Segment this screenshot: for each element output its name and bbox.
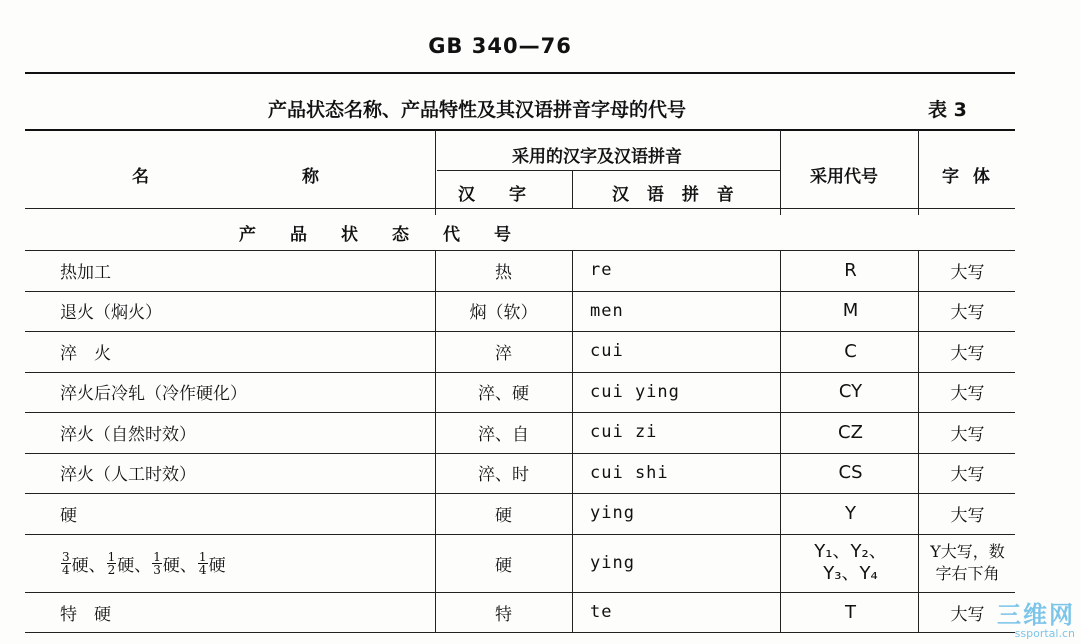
table-cell-code: CZ <box>838 421 863 443</box>
table-cell-name: 退火（焖火） <box>60 303 162 324</box>
table-title: 产品状态名称、产品特性及其汉语拼音字母的代号 <box>268 99 687 121</box>
table-cell-font: 大写 <box>950 343 985 364</box>
table-cell-code: CS <box>838 462 863 484</box>
table-cell-font: 大写 <box>950 424 985 445</box>
table-cell-font: 大写 <box>950 505 985 526</box>
table-cell-name: 淬火后冷轧（冷作硬化） <box>60 384 247 405</box>
table-cell-pinyin: cui ying <box>590 381 680 402</box>
table-cell-name: 淬火（人工时效） <box>60 465 196 486</box>
table-cell-pinyin: re <box>590 260 613 281</box>
table-cell-code-fractions: Y₁、Y₂、 Y₃、Y₄ <box>814 541 887 584</box>
table-cell-font: 大写 <box>950 303 985 324</box>
table-cell-code-last: T <box>845 601 856 623</box>
col-divider-name <box>435 130 436 215</box>
table-cell-code: M <box>842 300 859 322</box>
table-cell-font: 大写 <box>950 262 985 283</box>
fraction-3-4: $\frac{3}{4}$ <box>62 549 70 577</box>
header-name: 名 <box>132 167 149 187</box>
document-code: GB 340—76 <box>428 34 572 58</box>
table-cell-font: 大写 <box>950 384 985 405</box>
table-bottom-border <box>25 632 1015 633</box>
table-cell-font: 大写 <box>950 465 985 486</box>
header-group-divider <box>437 170 780 171</box>
header-group: 采用的汉字及汉语拼音 <box>512 147 682 167</box>
table-cell-name: 硬 <box>60 505 77 526</box>
table-cell-pinyin: cui zi <box>590 422 658 443</box>
col-divider-pinyin <box>780 130 781 215</box>
table-cell-hanzi-last: 特 <box>495 604 512 625</box>
col-divider-code-body <box>918 250 919 632</box>
header-code: 采用代号 <box>810 167 878 187</box>
header-name-2: 称 <box>302 167 319 187</box>
table-cell-name: 淬 火 <box>60 343 111 364</box>
col-divider-pinyin-body <box>780 250 781 632</box>
table-cell-name: 热加工 <box>60 262 111 283</box>
table-cell-hanzi: 热 <box>495 262 512 283</box>
table-top-border <box>25 129 1015 131</box>
table-cell-pinyin: men <box>590 300 624 321</box>
fraction-1-4: $\frac{1}{4}$ <box>198 549 207 577</box>
table-cell-hanzi: 淬、自 <box>478 424 529 445</box>
table-cell-pinyin: ying <box>590 503 635 524</box>
col-divider-code <box>918 130 919 215</box>
header-pinyin: 汉 语 拼 音 <box>612 185 740 205</box>
table-cell-hanzi-fractions: 硬 <box>495 555 512 576</box>
table-cell-code: C <box>844 340 857 362</box>
table-cell-name: 淬火（自然时效） <box>60 424 196 445</box>
header-hanzi: 汉 字 <box>458 185 526 205</box>
table-cell-name-fractions: $\frac{3}{4}$ 硬 、 $\frac{1}{2}$ 硬 、 $\frac{1}{3}$ 硬 、 $\frac{1}{4}$ 硬 <box>62 549 226 577</box>
table-cell-pinyin-fractions: ying <box>590 553 635 573</box>
table-cell-name-last: 特 硬 <box>60 604 111 625</box>
col-divider-name-body <box>435 250 436 632</box>
table-cell-font-fractions: Y大写，数 字右下角 <box>930 542 1005 583</box>
header-subcol-divider <box>572 170 573 208</box>
fraction-1-2: $\frac{1}{2}$ <box>107 549 116 577</box>
fraction-1-3: $\frac{1}{3}$ <box>153 549 161 577</box>
table-cell-hanzi: 淬、时 <box>478 465 529 486</box>
section-title: 产 品 状 态 代 号 <box>239 224 511 245</box>
table-cell-pinyin: cui shi <box>590 462 669 483</box>
table-cell-hanzi: 硬 <box>495 505 512 526</box>
watermark-logo: 三维网 ssportal.cn <box>997 601 1075 640</box>
top-rule <box>25 72 1015 74</box>
table-number: 表 3 <box>928 99 967 121</box>
header-font: 字 体 <box>942 167 994 187</box>
header-bottom-border <box>25 208 1015 209</box>
table-cell-code: CY <box>838 381 863 403</box>
table-cell-pinyin: cui <box>590 341 624 362</box>
table-cell-hanzi: 焖（软） <box>469 303 538 324</box>
table-cell-pinyin-last: te <box>590 602 613 622</box>
table-cell-code: Y <box>845 502 856 524</box>
col-divider-hanzi-body <box>572 250 573 632</box>
table-cell-font-last: 大写 <box>950 604 985 625</box>
table-cell-hanzi: 淬 <box>495 343 512 364</box>
table-cell-hanzi: 淬、硬 <box>478 384 529 405</box>
table-cell-code: R <box>844 259 857 281</box>
